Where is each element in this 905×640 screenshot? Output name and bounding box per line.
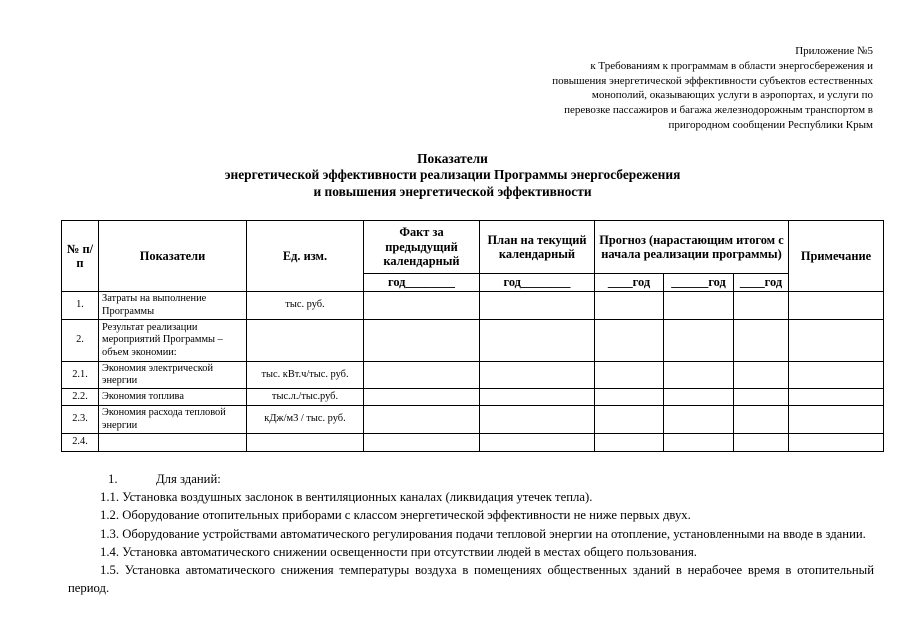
cell-empty: [789, 434, 884, 452]
cell-empty: [664, 406, 734, 434]
row-unit: тыс. руб.: [247, 292, 364, 320]
cell-empty: [734, 389, 789, 406]
table-header-row: [62, 221, 884, 274]
cell-empty: [364, 434, 480, 452]
row-num: 2.2.: [62, 389, 99, 406]
cell-empty: [789, 362, 884, 389]
header-name: Показатели: [99, 221, 247, 292]
appendix-line: повышения энергетической эффективности субъектов естественных: [552, 74, 873, 87]
cell-empty: [595, 292, 664, 320]
cell-empty: [664, 434, 734, 452]
row-name: Результат реализации мероприятий Программы – объем экономии:: [99, 320, 247, 362]
cell-empty: [789, 320, 884, 362]
cell-empty: [734, 292, 789, 320]
table-row: [62, 292, 884, 320]
appendix-line: к Требованиям к программам в области энергосбережения и: [590, 59, 873, 72]
row-name: Затраты на выполнение Программы: [99, 292, 247, 320]
header-unit: Ед. изм.: [247, 221, 364, 292]
header-fact-year: год________: [364, 274, 480, 292]
header-plan: План на текущий календарный: [480, 221, 595, 274]
header-num: № п/п: [62, 221, 99, 292]
row-unit: кДж/м3 / тыс. руб.: [247, 406, 364, 434]
cell-empty: [595, 406, 664, 434]
header-plan-year: год________: [480, 274, 595, 292]
cell-empty: [595, 362, 664, 389]
list-heading-number: 1.: [108, 472, 118, 486]
title-line: энергетической эффективности реализации Программы энергосбережения: [224, 167, 681, 183]
cell-empty: [480, 320, 595, 362]
row-unit: тыс. кВт.ч/тыс. руб.: [247, 362, 364, 389]
cell-empty: [734, 320, 789, 362]
cell-empty: [364, 292, 480, 320]
row-name: Экономия топлива: [99, 389, 247, 406]
appendix-line: пригородном сообщении Республики Крым: [668, 118, 873, 131]
document-title: [0, 151, 905, 200]
cell-empty: [480, 406, 595, 434]
row-num: 2.1.: [62, 362, 99, 389]
cell-empty: [364, 320, 480, 362]
row-name: Экономия электрической энергии: [99, 362, 247, 389]
title-line: Показатели: [417, 151, 488, 166]
header-note: Примечание: [789, 221, 884, 292]
list-item: 1.5. Установка автоматического снижения температуры воздуха в помещениях общественных зданий в нерабочее время в отопительный период.: [68, 563, 874, 596]
cell-empty: [789, 292, 884, 320]
row-unit: тыс.л./тыс.руб.: [247, 389, 364, 406]
cell-empty: [480, 292, 595, 320]
cell-empty: [664, 389, 734, 406]
cell-empty: [480, 434, 595, 452]
header-forecast-year-2: ______год: [664, 274, 734, 292]
row-unit: [247, 320, 364, 362]
cell-empty: [595, 320, 664, 362]
appendix-line: перевозке пассажиров и багажа железнодорожным транспортом в: [564, 104, 873, 117]
appendix-line: монополий, оказывающих услуги в аэропортах, и услуги по: [591, 89, 873, 102]
list-item: 1.1. Установка воздушных заслонок в вентиляционных каналах (ликвидация утечек тепла).: [100, 490, 593, 505]
appendix-header: [453, 44, 873, 133]
list-item: 1.2. Оборудование отопительных приборами с классом энергетической эффективности не ниже первых двух.: [100, 508, 691, 523]
table-row: [62, 362, 884, 389]
header-fact: Факт за предыдущий календарный: [364, 221, 480, 274]
cell-empty: [789, 406, 884, 434]
table-row: [62, 389, 884, 406]
list-heading-text: Для зданий:: [156, 472, 221, 486]
row-unit: [247, 434, 364, 452]
list-heading: [68, 470, 874, 488]
cell-empty: [595, 434, 664, 452]
cell-empty: [364, 389, 480, 406]
cell-empty: [734, 406, 789, 434]
cell-empty: [734, 434, 789, 452]
header-forecast-year-3: ____год: [734, 274, 789, 292]
row-num: 1.: [62, 292, 99, 320]
cell-empty: [364, 362, 480, 389]
header-forecast: Прогноз (нарастающим итогом с начала реализации программы): [595, 221, 789, 274]
appendix-number: Приложение №5: [795, 45, 873, 57]
table-row: [62, 406, 884, 434]
cell-empty: [789, 389, 884, 406]
table-row: [62, 434, 884, 452]
list-item: 1.4. Установка автоматического снижении освещенности при отсутствии людей в местах общего пользования.: [100, 544, 697, 559]
cell-empty: [480, 389, 595, 406]
row-num: 2.4.: [62, 434, 99, 452]
list-item: 1.3. Оборудование устройствами автоматического регулирования подачи тепловой энергии на отопление, установленными на вводе в здании.: [100, 526, 866, 541]
row-num: 2.: [62, 320, 99, 362]
cell-empty: [595, 389, 664, 406]
cell-empty: [664, 320, 734, 362]
cell-empty: [480, 362, 595, 389]
title-line: и повышения энергетической эффективности: [313, 183, 592, 199]
table-row: [62, 320, 884, 362]
cell-empty: [664, 292, 734, 320]
cell-empty: [734, 362, 789, 389]
cell-empty: [364, 406, 480, 434]
header-forecast-year-1: ____год: [595, 274, 664, 292]
cell-empty: [664, 362, 734, 389]
row-name: Экономия расхода тепловой энергии: [99, 406, 247, 434]
indicators-table: [61, 220, 884, 452]
row-name: [99, 434, 247, 452]
row-num: 2.3.: [62, 406, 99, 434]
measures-list: [68, 470, 874, 597]
